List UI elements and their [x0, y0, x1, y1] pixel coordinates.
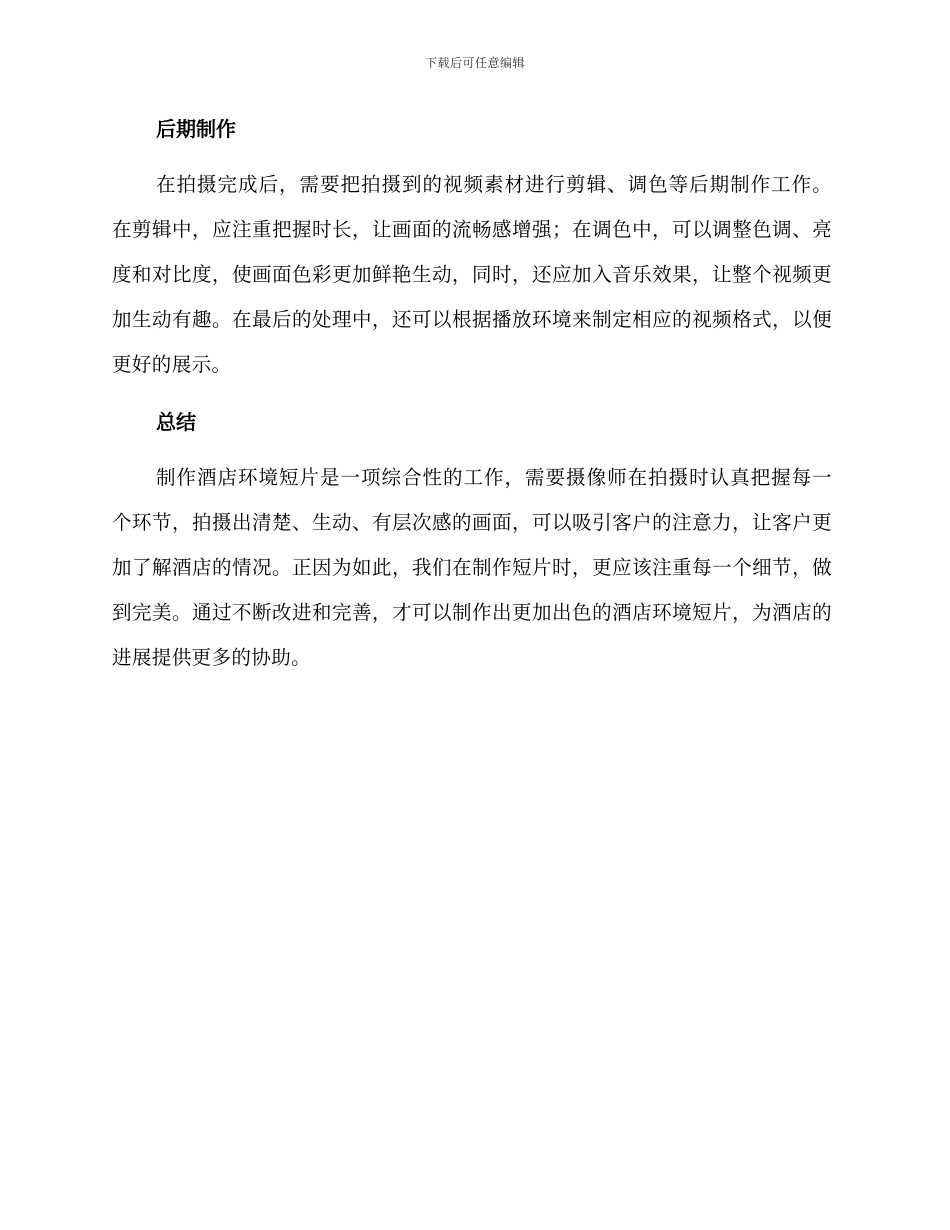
section-heading: 总结	[156, 410, 196, 434]
page-header-note: 下载后可任意编辑	[424, 56, 525, 70]
section-paragraph: 制作酒店环境短片是一项综合性的工作，需要摄像师在拍摄时认真把握每一个环节，拍摄出清楚、生动、有层次感的画面，可以吸引客户的注意力，让客户更加了解酒店的情况。正因为如此，我们在制作短片时，更应该注重每一个细节，做到完美。通过不断改进和完善，才可以制作出更加出色的酒店环境短片，为酒店的进展提供更多的协助。	[112, 466, 832, 669]
document-body	[112, 112, 832, 680]
section-paragraph: 在拍摄完成后，需要把拍摄到的视频素材进行剪辑、调色等后期制作工作。在剪辑中，应注重把握时长，让画面的流畅感增强；在调色中，可以调整色调、亮度和对比度，使画面色彩更加鲜艳生动，同时，还应加入音乐效果，让整个视频更加生动有趣。在最后的处理中，还可以根据播放环境来制定相应的视频格式，以便更好的展示。	[112, 173, 832, 376]
section-post-production	[112, 112, 832, 387]
section-summary	[112, 405, 832, 680]
section-heading: 后期制作	[156, 117, 236, 141]
